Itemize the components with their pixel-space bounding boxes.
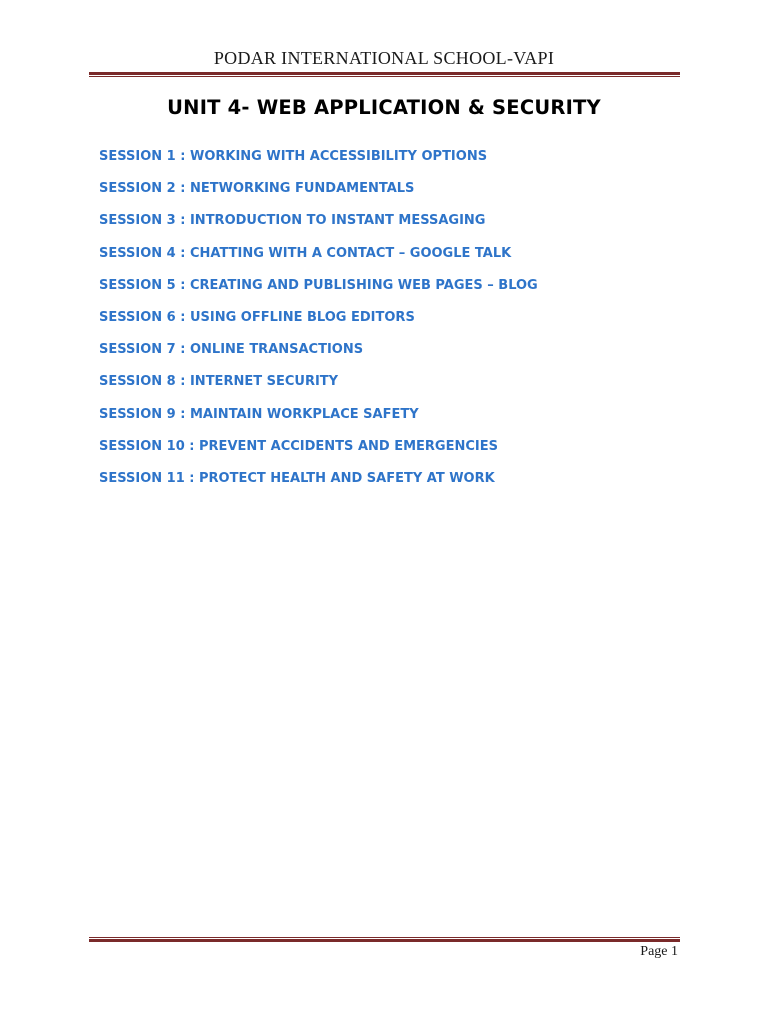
footer-faint-mark [91, 945, 92, 951]
session-item-11: SESSION 11 : PROTECT HEALTH AND SAFETY AT WORK [99, 470, 495, 486]
session-item-8: SESSION 8 : INTERNET SECURITY [99, 374, 339, 390]
session-list [99, 148, 538, 502]
session-item-2: SESSION 2 : NETWORKING FUNDAMENTALS [99, 181, 415, 197]
page-header-school-name: PODAR INTERNATIONAL SCHOOL-VAPI [213, 48, 555, 68]
session-item-1: SESSION 1 : WORKING WITH ACCESSIBILITY OPTIONS [99, 149, 488, 164]
session-item-4: SESSION 4 : CHATTING WITH A CONTACT – GOOGLE TALK [99, 245, 512, 261]
session-item-3: SESSION 3 : INTRODUCTION TO INSTANT MESSAGING [99, 213, 486, 229]
header-divider [89, 72, 680, 77]
session-item-10: SESSION 10 : PREVENT ACCIDENTS AND EMERGENCIES [99, 438, 498, 454]
footer-divider-thick-line [89, 939, 680, 942]
session-item-6: SESSION 6 : USING OFFLINE BLOG EDITORS [99, 309, 415, 325]
unit-title: UNIT 4- WEB APPLICATION & SECURITY [167, 96, 601, 119]
footer-divider [89, 937, 680, 942]
session-item-7: SESSION 7 : ONLINE TRANSACTIONS [99, 342, 364, 358]
session-item-9: SESSION 9 : MAINTAIN WORKPLACE SAFETY [99, 406, 419, 422]
session-item-5: SESSION 5 : CREATING AND PUBLISHING WEB PAGES – BLOG [99, 277, 538, 293]
header-divider-thin-line [89, 76, 680, 77]
page-number: Page 1 [640, 944, 678, 959]
